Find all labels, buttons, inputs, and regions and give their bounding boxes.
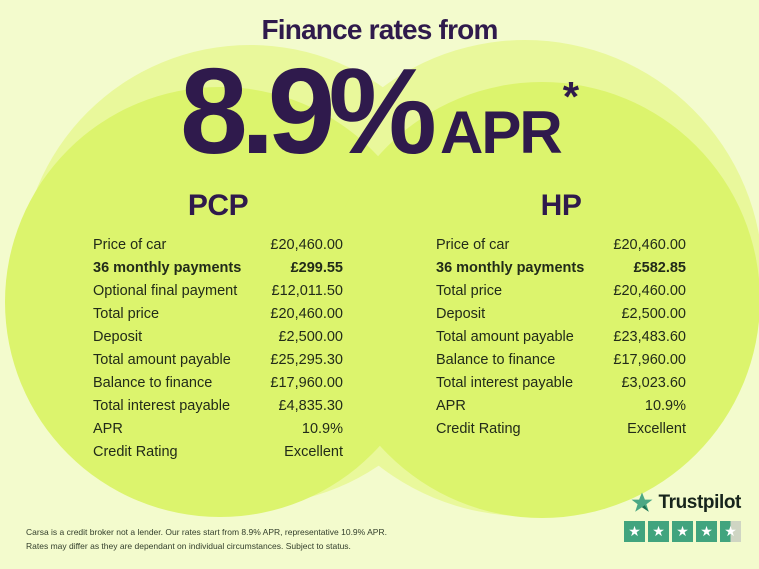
trustpilot-stars [621, 521, 741, 542]
table-row [436, 375, 686, 398]
row-value: £23,483.60 [613, 329, 686, 345]
row-label: Total amount payable [436, 329, 574, 345]
row-value: £582.85 [633, 260, 686, 276]
row-label: APR [93, 421, 123, 437]
row-value: £20,460.00 [613, 283, 686, 299]
disclaimer-line-2: Rates may differ as they are dependant on individual circumstances. Subject to status. [26, 541, 351, 551]
trustpilot-rating-star-icon: ★ [672, 521, 693, 542]
table-row [436, 421, 686, 444]
rate-asterisk: * [562, 73, 580, 120]
table-row [436, 237, 686, 260]
row-value: Excellent [627, 421, 686, 437]
row-value: £12,011.50 [271, 283, 343, 299]
table-row [436, 260, 686, 283]
table-row [93, 260, 343, 283]
trustpilot-logo [621, 491, 741, 515]
row-label: Credit Rating [436, 421, 521, 437]
disclaimer-text [26, 525, 406, 553]
row-label: Deposit [93, 329, 143, 345]
table-row [93, 329, 343, 352]
table-row [93, 237, 343, 260]
disclaimer-line-1: Carsa is a credit broker not a lender. Our rates start from 8.9% APR, representative 10.9% APR. [26, 527, 387, 537]
rate-unit: APR [440, 99, 561, 166]
trustpilot-star-icon [630, 491, 654, 515]
table-row [436, 306, 686, 329]
row-label: APR [436, 398, 466, 414]
row-label: 36 monthly payments [436, 260, 585, 276]
row-value: £20,460.00 [270, 237, 343, 253]
row-value: £20,460.00 [270, 306, 343, 322]
rate-value: 8.9% [179, 43, 431, 179]
trustpilot-brand-name: Trustpilot [658, 492, 741, 513]
table-row [93, 306, 343, 329]
pcp-column [93, 188, 343, 467]
row-value: 10.9% [301, 421, 343, 437]
table-row [93, 283, 343, 306]
table-row [93, 444, 343, 467]
trustpilot-rating-star-icon: ★ [648, 521, 669, 542]
banner-eyebrow: Finance rates from [261, 14, 498, 45]
row-label: Total amount payable [93, 352, 231, 368]
table-row [436, 398, 686, 421]
trustpilot-rating-star-icon: ★ [720, 521, 741, 542]
row-label: Price of car [436, 237, 510, 253]
row-value: 10.9% [644, 398, 686, 414]
row-value: £20,460.00 [613, 237, 686, 253]
row-label: Total price [93, 306, 160, 322]
table-row [93, 375, 343, 398]
pcp-column-title: PCP [187, 189, 249, 222]
pcp-rows [93, 237, 343, 467]
row-value: Excellent [284, 444, 343, 460]
row-label: Deposit [436, 306, 486, 322]
trustpilot-rating-star-icon: ★ [624, 521, 645, 542]
row-value: £299.55 [290, 260, 343, 276]
row-label: Total price [436, 283, 503, 299]
row-value: £3,023.60 [621, 375, 686, 391]
row-value: £4,835.30 [278, 398, 343, 414]
hp-rows [436, 237, 686, 444]
trustpilot-badge[interactable] [621, 491, 741, 542]
row-label: Total interest payable [93, 398, 231, 414]
row-value: £2,500.00 [278, 329, 343, 345]
row-value: £2,500.00 [621, 306, 686, 322]
row-value: £17,960.00 [270, 375, 343, 391]
row-value: £17,960.00 [613, 352, 686, 368]
trustpilot-rating-star-icon: ★ [696, 521, 717, 542]
hp-column [436, 188, 686, 444]
table-row [93, 352, 343, 375]
row-label: Optional final payment [93, 283, 238, 299]
table-row [436, 352, 686, 375]
row-label: 36 monthly payments [93, 260, 242, 276]
row-label: Total interest payable [436, 375, 574, 391]
hp-column-title: HP [540, 189, 582, 222]
headline-rate [0, 43, 759, 179]
table-row [93, 421, 343, 444]
row-label: Balance to finance [93, 375, 213, 391]
table-row [436, 283, 686, 306]
row-value: £25,295.30 [270, 352, 343, 368]
row-label: Price of car [93, 237, 167, 253]
row-label: Balance to finance [436, 352, 556, 368]
table-row [436, 329, 686, 352]
row-label: Credit Rating [93, 444, 178, 460]
table-row [93, 398, 343, 421]
